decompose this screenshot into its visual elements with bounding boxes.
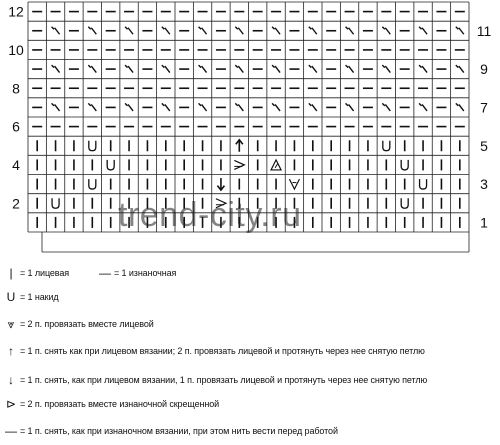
row-number-right: 5 xyxy=(480,137,488,154)
yarn-over-symbol xyxy=(52,198,59,208)
slip-mark xyxy=(275,28,280,35)
slip-mark xyxy=(88,103,91,106)
slip-mark xyxy=(309,103,312,106)
slip-mark xyxy=(52,103,55,106)
slip-mark xyxy=(199,27,202,30)
slip-mark xyxy=(312,104,317,111)
slip-mark xyxy=(456,65,459,68)
slip-mark xyxy=(165,28,170,35)
slip-mark xyxy=(238,28,243,35)
slip-mark xyxy=(91,28,96,35)
slip-mark xyxy=(235,27,238,30)
row-number-right: 9 xyxy=(480,61,488,78)
legend-label: = 1 изнаночная xyxy=(114,268,177,278)
slip-mark xyxy=(349,66,354,73)
slip-mark xyxy=(52,65,55,68)
slip-mark xyxy=(382,65,385,68)
slip-mark xyxy=(456,27,459,30)
row-number-right: 7 xyxy=(480,99,488,116)
row-number-left: 8 xyxy=(12,80,20,97)
slip-mark xyxy=(422,66,427,73)
slip-mark xyxy=(199,65,202,68)
row-number-right: 3 xyxy=(480,176,488,193)
slip-mark xyxy=(165,104,170,111)
legend-label: = 1 п. снять, как при лицевом вязании, 1 п. провязать лицевой и протянуть через нее снятую петлю xyxy=(20,375,428,385)
slip-mark xyxy=(346,103,349,106)
slip-mark xyxy=(91,66,96,73)
slip-mark xyxy=(312,66,317,73)
slip-mark xyxy=(275,66,280,73)
slip-mark xyxy=(238,104,243,111)
knit-two-together-icon: ⩔ xyxy=(7,316,15,331)
watermark: trend-city.ru xyxy=(118,196,302,234)
slip-mark xyxy=(88,65,91,68)
slip-mark xyxy=(52,27,55,30)
purl-two-together-icon: ⊳ xyxy=(5,397,17,411)
slip-mark xyxy=(459,104,464,111)
p2tog-tbl-symbol xyxy=(234,160,244,169)
slip-mark xyxy=(128,66,133,73)
yarn-over-symbol xyxy=(420,179,427,189)
slip-wyif-icon: — xyxy=(5,424,17,438)
yarn-over-symbol xyxy=(89,141,96,151)
slip-mark xyxy=(382,27,385,30)
legend-label: = 1 п. снять как при лицевом вязании; 2 п. провязать лицевой и протянуть через нее снятую петлю xyxy=(20,346,425,356)
slip-mark xyxy=(125,65,128,68)
slip-mark xyxy=(459,66,464,73)
slip-mark xyxy=(419,27,422,30)
row-number-left: 10 xyxy=(8,41,24,58)
legend-label: = 2 п. провязать вместе изнаночной скрещенной xyxy=(20,399,220,409)
p2tog-tbl-symbol xyxy=(216,199,226,208)
row-number-right: 11 xyxy=(476,22,492,39)
slip-mark xyxy=(55,28,60,35)
slip-mark xyxy=(346,27,349,30)
row-number-left: 4 xyxy=(12,156,20,173)
slip-mark xyxy=(309,65,312,68)
slip-mark xyxy=(125,27,128,30)
arrow-down-icon: ↓ xyxy=(8,373,14,387)
yarn-over-symbol xyxy=(89,179,96,189)
slip-mark xyxy=(272,27,275,30)
row-number-right: 1 xyxy=(480,214,488,231)
slip-mark xyxy=(346,65,349,68)
slip-mark xyxy=(88,27,91,30)
slip-mark xyxy=(165,66,170,73)
legend-label: = 1 п. снять, как при изнаночном вязании, при этом нить вести перед работой xyxy=(20,426,338,436)
slip-mark xyxy=(275,104,280,111)
slip-mark xyxy=(199,103,202,106)
slip-mark xyxy=(91,104,96,111)
yarn-over-icon: U xyxy=(6,290,16,304)
slip-mark xyxy=(238,66,243,73)
slip-mark xyxy=(456,103,459,106)
slip-mark xyxy=(422,28,427,35)
triangle-symbol xyxy=(271,160,281,170)
legend-label: = 1 накид xyxy=(20,292,59,302)
slip-mark xyxy=(235,65,238,68)
yarn-over-symbol xyxy=(401,160,408,170)
slip-mark xyxy=(272,103,275,106)
legend-label: = 1 лицевая xyxy=(20,268,70,278)
slip-mark xyxy=(202,104,207,111)
slip-mark xyxy=(128,28,133,35)
slip-mark xyxy=(349,28,354,35)
slip-mark xyxy=(55,104,60,111)
slip-mark xyxy=(382,103,385,106)
slip-mark xyxy=(459,28,464,35)
slip-mark xyxy=(202,28,207,35)
slip-mark xyxy=(385,104,390,111)
slip-mark xyxy=(419,65,422,68)
yarn-over-symbol xyxy=(383,141,390,151)
triangle-symbol xyxy=(275,164,278,168)
slip-mark xyxy=(309,27,312,30)
row-number-left: 12 xyxy=(8,3,24,20)
slip-mark xyxy=(349,104,354,111)
slip-mark xyxy=(162,65,165,68)
legend-label: = 2 п. провязать вместе лицевой xyxy=(20,319,154,329)
slip-mark xyxy=(162,103,165,106)
slip-mark xyxy=(162,27,165,30)
slip-mark xyxy=(55,66,60,73)
slip-mark xyxy=(125,103,128,106)
k2tog-symbol xyxy=(289,179,299,189)
slip-mark xyxy=(422,104,427,111)
slip-mark xyxy=(385,28,390,35)
slip-mark xyxy=(235,103,238,106)
slip-mark xyxy=(385,66,390,73)
slip-mark xyxy=(202,66,207,73)
purl-stitch-icon: — xyxy=(99,266,111,280)
row-number-left: 2 xyxy=(12,195,20,212)
row-number-left: 6 xyxy=(12,118,20,135)
arrow-up-icon: ↑ xyxy=(8,344,14,358)
slip-mark xyxy=(128,104,133,111)
knit-stitch-icon: | xyxy=(9,266,13,280)
slip-mark xyxy=(272,65,275,68)
slip-mark xyxy=(312,28,317,35)
yarn-over-symbol xyxy=(401,198,408,208)
slip-mark xyxy=(419,103,422,106)
yarn-over-symbol xyxy=(107,160,114,170)
